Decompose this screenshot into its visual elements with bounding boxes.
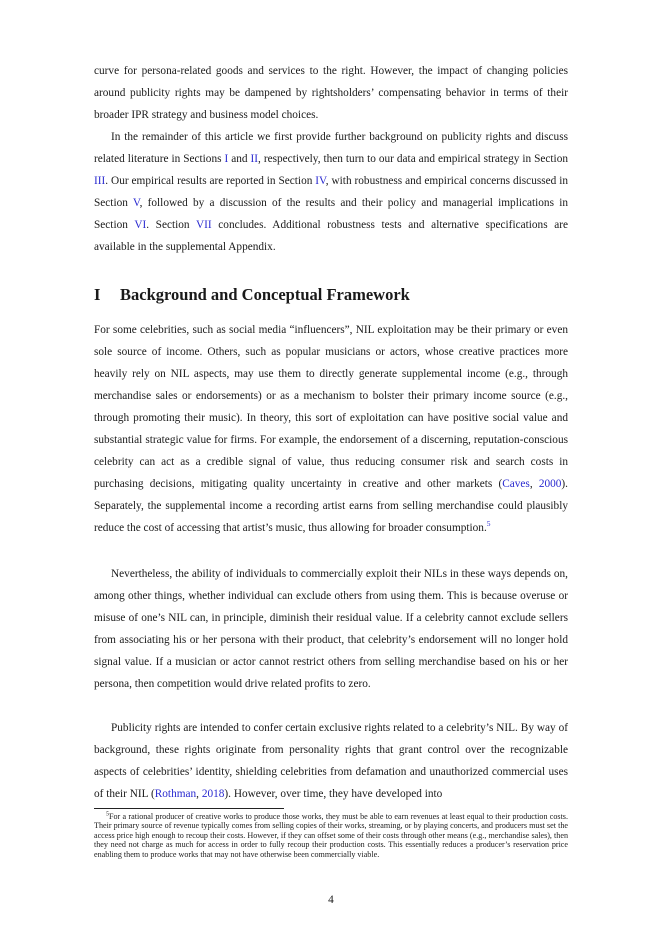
text-segment: , (196, 788, 202, 800)
text-segment: concludes. Additional robustness tests and alternative specifications are available in the supplemental Appendix. (94, 219, 568, 253)
footnote-mark: 5 (106, 811, 109, 818)
text-segment: , respectively, then turn to our data and empirical strategy in Section (258, 153, 568, 165)
cross-reference-link[interactable]: Rothman (154, 788, 197, 800)
cross-reference-link[interactable]: IV (315, 175, 326, 187)
text-segment: In the remainder of this article we first provide further background on publicity rights and discuss related literature in Sections (94, 131, 568, 165)
cross-reference-link[interactable]: VII (195, 219, 212, 231)
footnote-reference-link[interactable]: 5 (486, 519, 491, 529)
cross-reference-link[interactable]: I (224, 153, 229, 165)
footnote (94, 812, 568, 859)
text-segment: Nevertheless, the ability of individuals to commercially exploit their NILs in these ways depends on, among other things, whether individual can exclude others from using them. This is because overuse or misuse of one’s NIL can, in principle, diminish their residual value. If a celebrity cannot exclude sellers from associating his or her persona with their product, that celebrity’s endorsement will no longer hold signal value. If a musician or actor cannot restrict others from selling merchandise based on his or her persona, then competition would drive related profits to zero. (94, 568, 568, 690)
cross-reference-link[interactable]: III (94, 175, 106, 187)
cross-reference-link[interactable]: 2018 (201, 788, 225, 800)
cross-reference-link[interactable]: II (250, 153, 259, 165)
text-segment: ). Separately, the supplemental income a recording artist earns from selling merchandise could plausibly reduce the cost of accessing that artist’s music, thus allowing for broader consumption. (94, 478, 568, 534)
text-segment: . Our empirical results are reported in Section (105, 175, 316, 187)
text-segment: , (529, 478, 539, 490)
text-segment: curve for persona-related goods and services to the right. However, the impact of changing policies around publicity rights may be dampened by rightsholders’ compensating behavior in terms of their broader IPR strategy and business model choices. (94, 65, 568, 121)
footnote-text: For a rational producer of creative works to produce those works, they must be able to earn revenues at least equal to their production costs. Their primary source of revenue typically comes from selling copies of their works, streaming, or by playing concerts, and producers must set the access price high enough to recoup their costs. However, if they can offset some of their costs through other means (e.g., merchandise sales), then they need not charge as much for access in order to fully recoup their production costs. This essentially reduces a producer’s reservation price enabling them to produce works that may not have otherwise been commercially viable. (94, 812, 568, 859)
section-title: Background and Conceptual Framework (120, 285, 410, 304)
text-segment: , followed by a discussion of the results and their policy and managerial implications in Section (94, 197, 568, 231)
text-segment: . Section (146, 219, 196, 231)
page-number: 4 (328, 894, 334, 906)
text-segment: , with robustness and empirical concerns discussed in Section (94, 175, 568, 209)
paragraph-article-outline (94, 126, 568, 258)
text-segment: ). However, over time, they have developed into (224, 788, 443, 800)
paragraph-nil-exploitation (94, 319, 568, 539)
cross-reference-link[interactable]: Caves (502, 478, 530, 490)
paragraph-exclusion (94, 563, 568, 695)
paragraph-intro-end (94, 60, 568, 126)
footnote-rule (94, 808, 284, 809)
paragraph-publicity-rights (94, 717, 568, 805)
cross-reference-link[interactable]: V (132, 197, 140, 209)
section-heading (94, 285, 410, 305)
cross-reference-link[interactable]: VI (134, 219, 147, 231)
section-number: I (94, 285, 101, 304)
text-segment: For some celebrities, such as social media “influencers”, NIL exploitation may be their primary or even sole source of income. Others, such as popular musicians or actors, whose creative practices more heavily rely on NIL aspects, may use them to directly generate supplemental income (e.g., through merchandise sales or endorsements) or as a mechanism to bolster their primary income source (e.g., through promoting their music). In theory, this sort of exploitation can have positive social value and substantial strategic value for firms. For example, the endorsement of a discerning, reputation-conscious celebrity can act as a credible signal of value, thus reducing consumer risk and search costs in purchasing decisions, mitigating quality uncertainty in creative and other markets ( (94, 324, 568, 490)
text-segment: and (228, 153, 251, 165)
cross-reference-link[interactable]: 2000 (538, 478, 562, 490)
text-segment: Publicity rights are intended to confer certain exclusive rights related to a celebrity’s NIL. By way of background, these rights originate from personality rights that grant control over the recognizable aspects of celebrities’ identity, shielding celebrities from defamation and unauthorized commercial uses of their NIL ( (94, 722, 568, 800)
